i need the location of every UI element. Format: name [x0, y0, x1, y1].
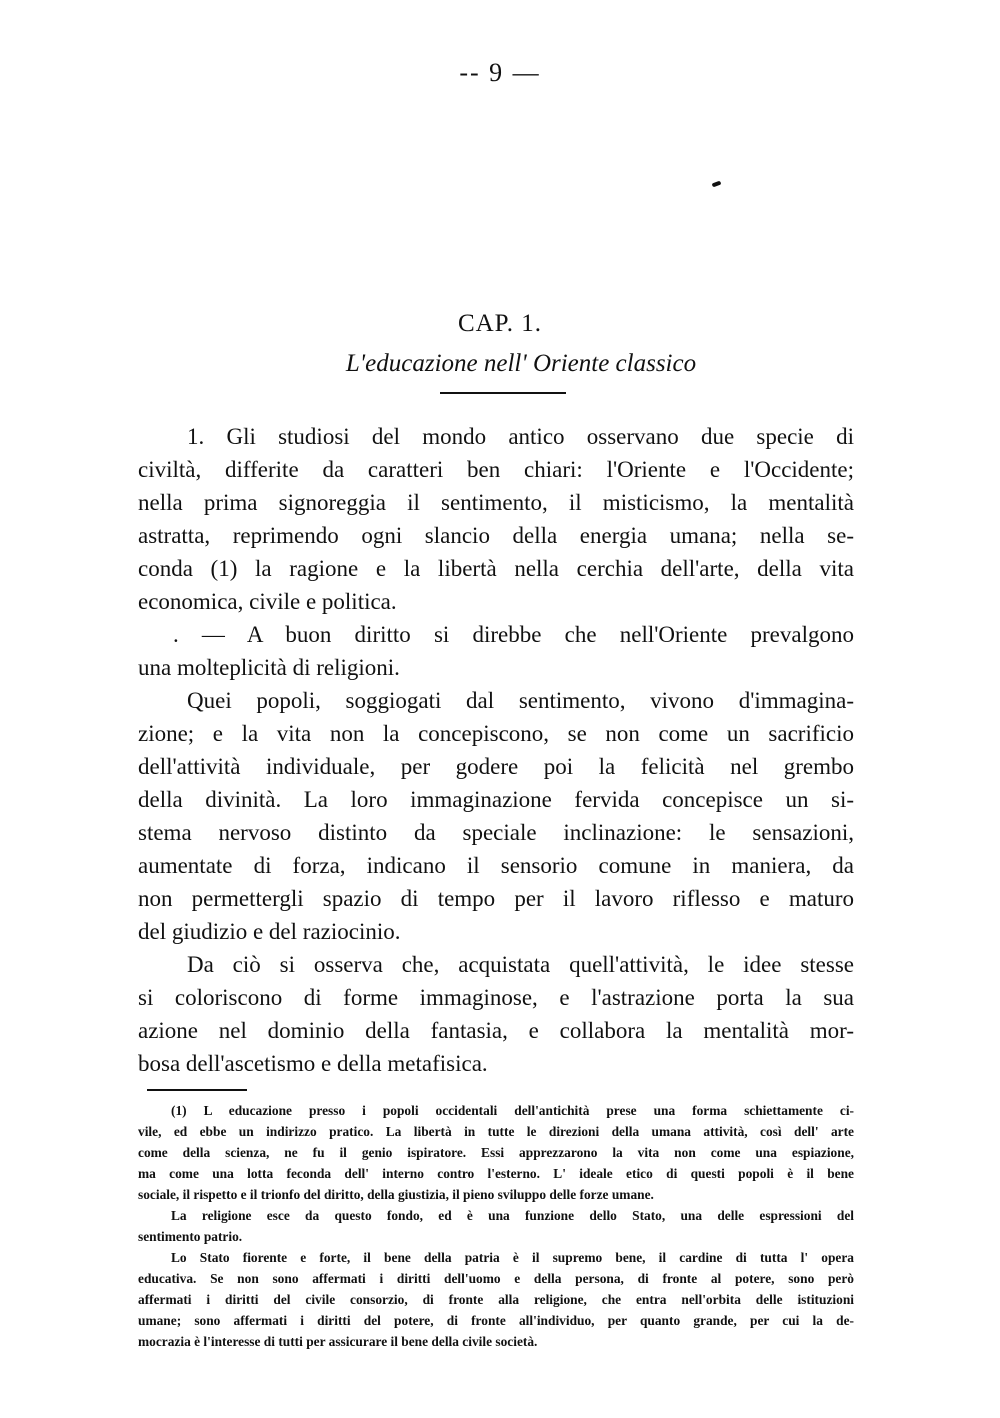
body-text	[138, 420, 854, 1080]
chapter-label: CAP. 1.	[457, 310, 543, 337]
body-line: Da ciò si osserva che, acquistata quell'attività, le idee stesse	[187, 952, 854, 977]
body-line: una molteplicità di religioni.	[138, 655, 400, 680]
ink-speck	[712, 181, 722, 188]
body-line: aumentate di forza, indicano il sensorio comune in maniera, da	[138, 853, 854, 878]
body-line: bosa dell'ascetismo e della metafisica.	[138, 1051, 488, 1076]
footnote-line: sentimento patrio.	[138, 1229, 243, 1244]
body-line: nella prima signoreggia il sentimento, il misticismo, la mentalità	[138, 490, 854, 515]
body-line: della divinità. La loro immaginazione fervida concepisce un si-	[138, 787, 854, 812]
footnote-line: (1) L educazione presso i popoli occidentali dell'antichità prese una forma schiettamente ci-	[171, 1103, 854, 1118]
body-line: zione; e la vita non la concepiscono, se non come un sacrificio	[138, 721, 854, 746]
body-line: astratta, reprimendo ogni slancio della energia umana; nella se-	[138, 523, 854, 548]
footnotes	[138, 1100, 854, 1352]
body-line: Quei popoli, soggiogati dal sentimento, vivono d'immagina-	[187, 688, 854, 713]
body-line: 1. Gli studiosi del mondo antico osservano due specie di	[187, 424, 854, 449]
body-line: . — A buon diritto si direbbe che nell'Oriente prevalgono	[173, 622, 854, 647]
body-line: si coloriscono di forme immaginose, e l'astrazione porta la sua	[138, 985, 854, 1010]
footnote-line: La religione esce da questo fondo, ed è una funzione dello Stato, una delle espressioni del	[171, 1208, 854, 1223]
footnote-line: educativa. Se non sono affermati i diritti dell'uomo e della persona, di fronte al potere, sono però	[138, 1271, 854, 1286]
footnote-line: umane; sono affermati i diritti del potere, di fronte all'individuo, per quanto grande, per cui la de-	[138, 1313, 854, 1328]
footnote-line: vile, ed ebbe un indirizzo pratico. La libertà in tutte le direzioni della umana attività, così dell' arte	[138, 1124, 854, 1139]
body-line: civiltà, differite da caratteri ben chiari: l'Oriente e l'Occidente;	[138, 457, 854, 482]
footnote-line: Lo Stato fiorente e forte, il bene della patria è il supremo bene, il cardine di tutta l' opera	[171, 1250, 854, 1265]
title-divider	[440, 392, 566, 394]
chapter-title: L'educazione nell' Oriente classico	[345, 350, 697, 377]
footnote-line: sociale, il rispetto e il trionfo del diritto, della giustizia, il pieno sviluppo delle forze umane.	[138, 1187, 654, 1202]
body-line: conda (1) la ragione e la libertà nella cerchia dell'arte, della vita	[138, 556, 854, 581]
footnote-line: mocrazia è l'interesse di tutti per assicurare il bene della civile società.	[138, 1334, 538, 1349]
footnote-divider	[147, 1089, 247, 1091]
page-number: -- 9 —	[459, 58, 541, 87]
body-line: stema nervoso distinto da speciale inclinazione: le sensazioni,	[138, 820, 854, 845]
footnote-line: come della scienza, ne fu il genio ispiratore. Essi apprezzarono la vita non come una espiazione,	[138, 1145, 854, 1160]
body-line: azione nel dominio della fantasia, e collabora la mentalità mor-	[138, 1018, 854, 1043]
footnote-line: affermati i diritti del civile consorzio, di fronte alla religione, che entra nell'orbita delle istituzioni	[138, 1292, 854, 1307]
body-line: non permettergli spazio di tempo per il lavoro riflesso e maturo	[138, 886, 854, 911]
body-line: del giudizio e del raziocinio.	[138, 919, 401, 944]
body-line: dell'attività individuale, per godere poi la felicità nel grembo	[138, 754, 854, 779]
footnote-line: ma come una lotta feconda dell' interno contro l'esterno. L' ideale etico di questi popoli è il bene	[138, 1166, 854, 1181]
body-line: economica, civile e politica.	[138, 589, 397, 614]
